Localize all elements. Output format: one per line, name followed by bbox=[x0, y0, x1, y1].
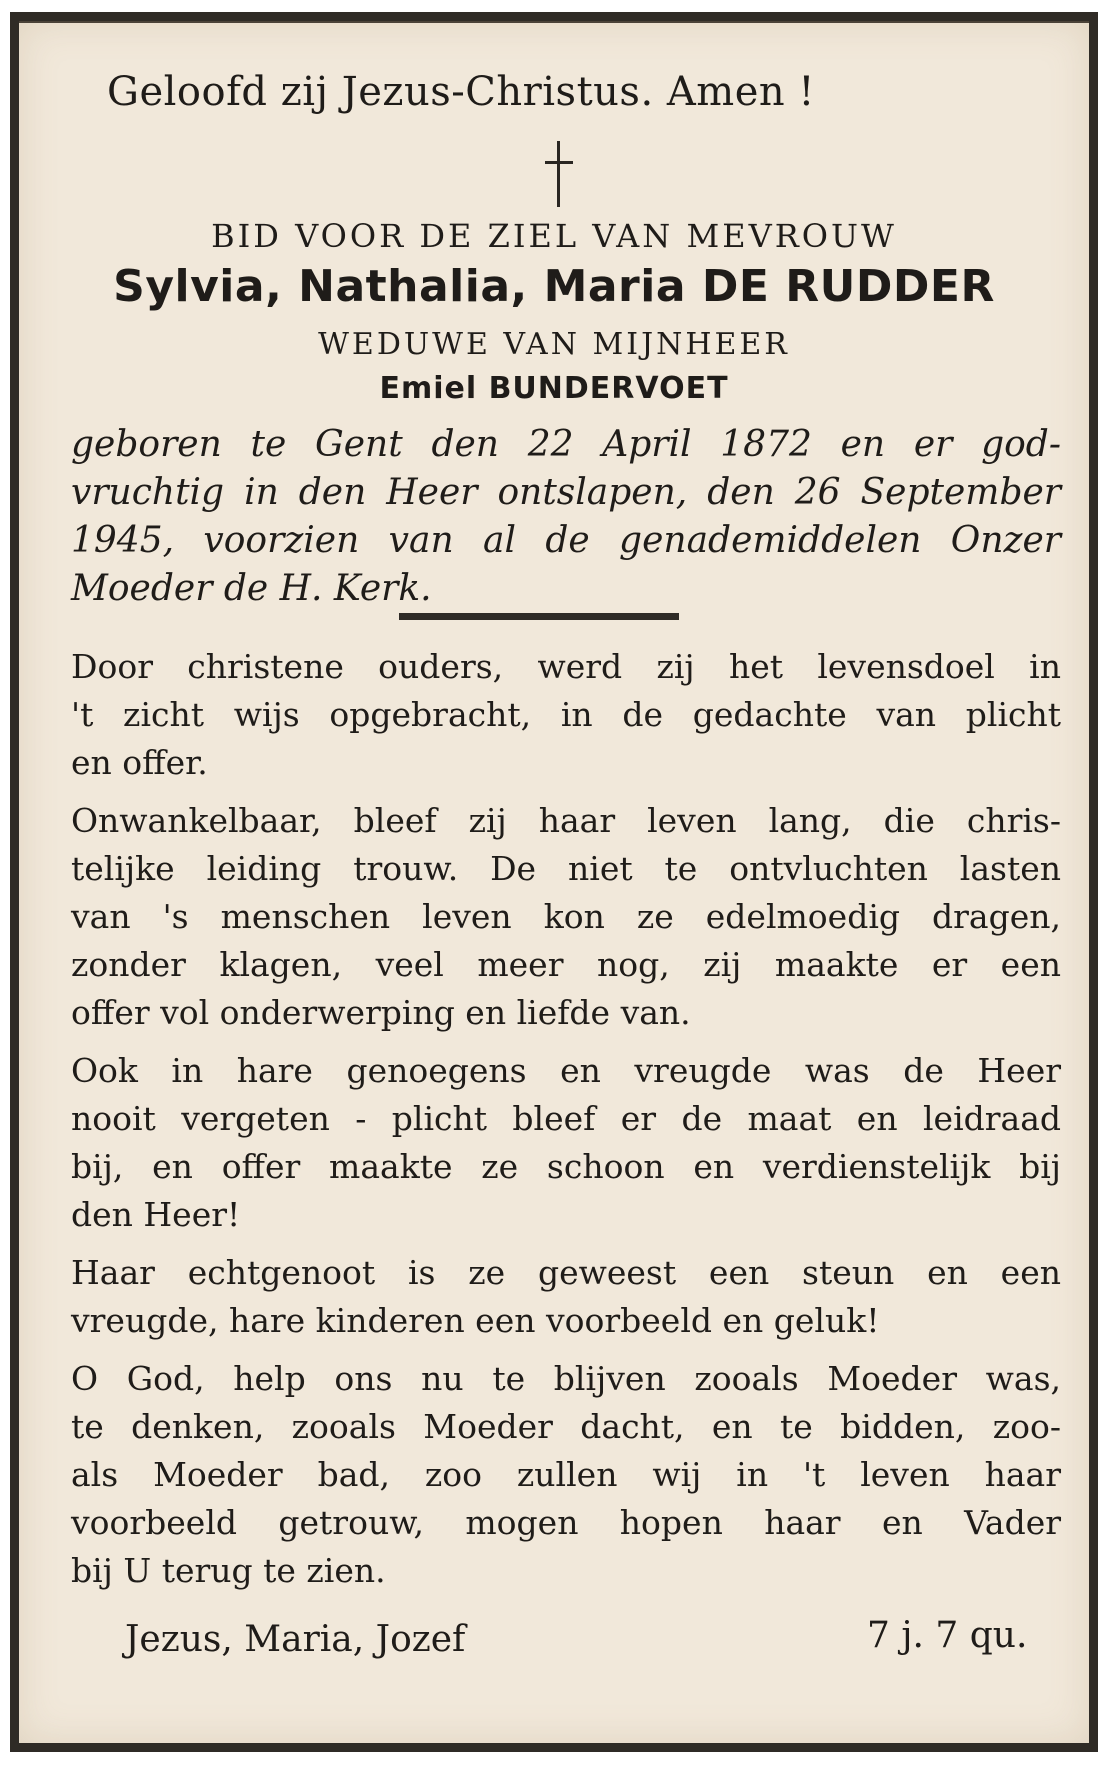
text-line: bij, en offer maakte ze schoon en verdienstelijk bij bbox=[71, 1147, 1061, 1186]
invocation-text: Geloofd zij Jezus-Christus. Amen ! bbox=[107, 69, 815, 115]
text-line: offer vol onderwerping en liefde van. bbox=[71, 993, 691, 1032]
tribute-paragraph bbox=[71, 1047, 1061, 1239]
closing-prayer: Jezus, Maria, Jozef bbox=[125, 1619, 466, 1660]
text-line: voorbeeld getrouw, mogen hopen haar en Vader bbox=[71, 1503, 1061, 1542]
text-line: Haar echtgenoot is ze geweest een steun en een bbox=[71, 1253, 1061, 1292]
prayer-request: BID VOOR DE ZIEL VAN MEVROUW bbox=[211, 217, 897, 255]
text-line: Onwankelbaar, bleef zij haar leven lang, die chris- bbox=[71, 801, 1061, 840]
deceased-name: Sylvia, Nathalia, Maria DE RUDDER bbox=[113, 261, 995, 312]
relation-text: WEDUWE VAN MIJNHEER bbox=[318, 327, 790, 362]
tribute-text bbox=[71, 643, 1061, 1605]
text-line: als Moeder bad, zoo zullen wij in 't leven haar bbox=[71, 1455, 1061, 1494]
text-line: telijke leiding trouw. De niet te ontvluchten lasten bbox=[71, 849, 1061, 888]
top-rule bbox=[19, 21, 1089, 23]
biography-line: vruchtig in den Heer ontslapen, den 26 September bbox=[71, 472, 1061, 513]
text-line: te denken, zooals Moeder dacht, en te bidden, zoo- bbox=[71, 1407, 1061, 1446]
memorial-card bbox=[10, 12, 1098, 1752]
biography-line: Moeder de H. Kerk. bbox=[71, 568, 432, 609]
text-line: 't zicht wijs opgebracht, in de gedachte van plicht bbox=[71, 695, 1061, 734]
text-line: bij U terug te zien. bbox=[71, 1551, 386, 1590]
text-line: Ook in hare genoegens en vreugde was de Heer bbox=[71, 1051, 1061, 1090]
text-line: en offer. bbox=[71, 743, 208, 782]
tribute-paragraph bbox=[71, 797, 1061, 1037]
text-line: zonder klagen, veel meer nog, zij maakte er een bbox=[71, 945, 1061, 984]
latin-cross-icon bbox=[539, 141, 579, 207]
tribute-paragraph bbox=[71, 1355, 1061, 1595]
text-line: den Heer! bbox=[71, 1195, 241, 1234]
biography bbox=[71, 421, 1061, 613]
spouse-name: Emiel BUNDERVOET bbox=[379, 371, 729, 406]
text-line: Door christene ouders, werd zij het levensdoel in bbox=[71, 647, 1061, 686]
tribute-paragraph bbox=[71, 643, 1061, 787]
text-line: O God, help ons nu te blijven zooals Moeder was, bbox=[71, 1359, 1061, 1398]
biography-line: 1945, voorzien van al de genademiddelen Onzer bbox=[71, 520, 1061, 561]
divider bbox=[399, 613, 679, 620]
tribute-paragraph bbox=[71, 1249, 1061, 1345]
indulgence-note: 7 j. 7 qu. bbox=[867, 1615, 1028, 1656]
biography-line: geboren te Gent den 22 April 1872 en er god- bbox=[71, 424, 1061, 465]
text-line: van 's menschen leven kon ze edelmoedig dragen, bbox=[71, 897, 1061, 936]
text-line: nooit vergeten - plicht bleef er de maat en leidraad bbox=[71, 1099, 1061, 1138]
text-line: vreugde, hare kinderen een voorbeeld en geluk! bbox=[71, 1301, 880, 1340]
